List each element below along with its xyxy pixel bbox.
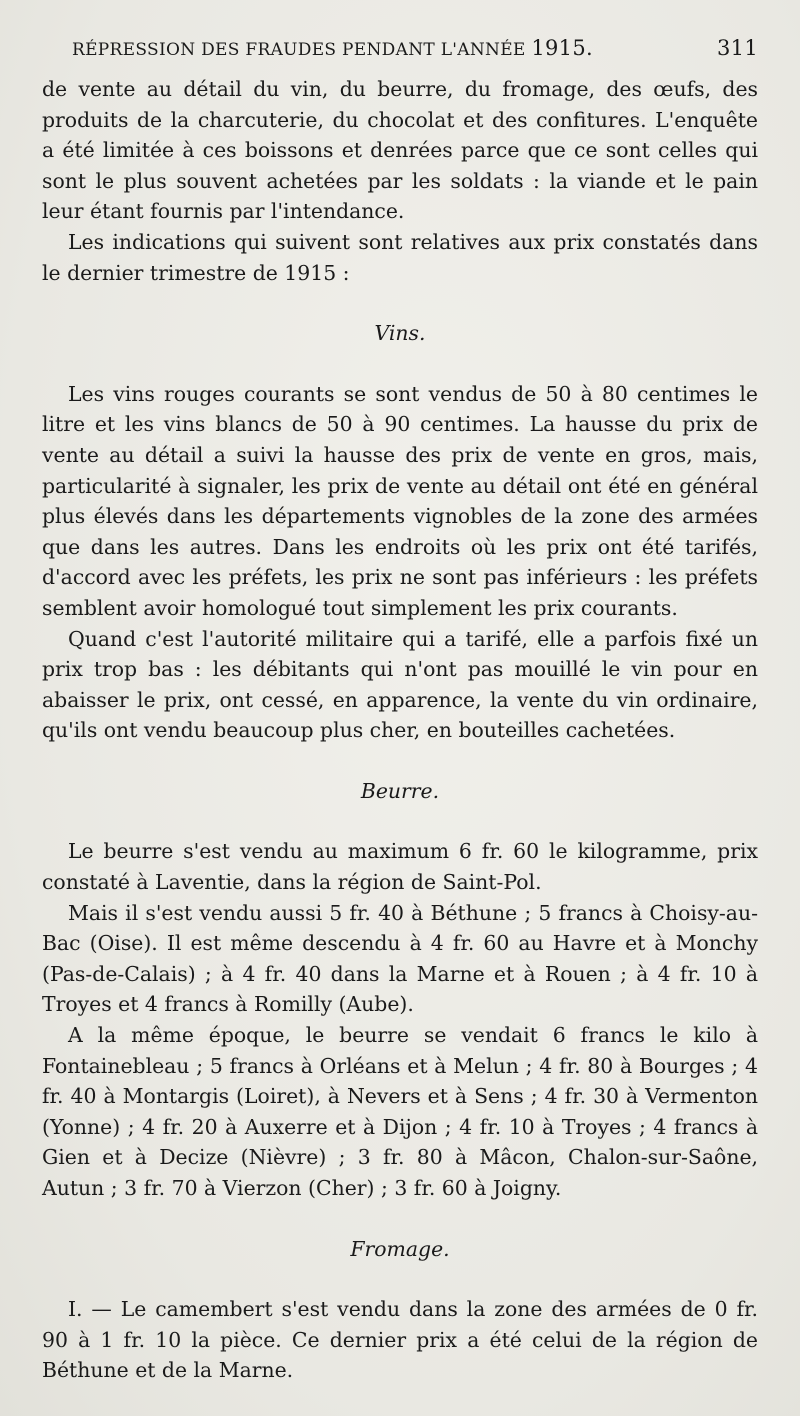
running-head bbox=[72, 36, 758, 60]
paragraph-vins-1: Les vins rouges courants se sont vendus de 50 à 80 centimes le litre et les vins blancs de 50 à 90 centimes. La hausse du prix de vente au détail a suivi la hausse des prix de vente en gros, mais, particularité à signaler, les prix de vente au détail ont été en général plus élevés dans les départements vignobles de la zone des armées que dans les autres. Dans les endroits où les prix ont été tarifés, d'accord avec les préfets, les prix ne sont pas inférieurs : les préfets semblent avoir homologué tout simplement les prix courants. bbox=[42, 381, 758, 620]
paragraph-beurre-1: Le beurre s'est vendu au maximum 6 fr. 60 le kilogramme, prix constaté à Laventie, dans la région de Saint-Pol. bbox=[42, 839, 758, 895]
paragraph-beurre-3: A la même époque, le beurre se vendait 6 francs le kilo à Fontainebleau ; 5 francs à Orléans et à Melun ; 4 fr. 80 à Bourges ; 4 fr. 40 à Montargis (Loiret), à Nevers et à Sens ; 4 fr. 30 à Vermenton (Yonne) ; 4 fr. 20 à Auxerre et à Dijon ; 4 fr. 10 à Troyes ; 4 francs à Gien et à Decize (Nièvre) ; 3 fr. 80 à Mâcon, Chalon-sur-Saône, Autun ; 3 fr. 70 à Vierzon (Cher) ; 3 fr. 60 à Joigny. bbox=[42, 1023, 758, 1200]
paragraph-beurre-2: Mais il s'est vendu aussi 5 fr. 40 à Béthune ; 5 francs à Choisy-au-Bac (Oise). Il est même descendu à 4 fr. 60 au Havre et à Monchy (Pas-de-Calais) ; à 4 fr. 40 dans la Marne et à Rouen ; à 4 fr. 10 à Troyes et 4 francs à Romilly (Aube). bbox=[42, 900, 758, 1017]
section-title-vins: Vins. bbox=[374, 321, 426, 346]
section-title-fromage: Fromage. bbox=[350, 1236, 450, 1261]
page-body bbox=[42, 74, 758, 1386]
paragraph-continuation: de vente au détail du vin, du beurre, du fromage, des œufs, des produits de la charcuterie, du chocolat et des confitures. L'enquête a été limitée à ces boissons et denrées parce que ce sont celles qui sont le plus souvent achetées par les soldats : la viande et le pain leur étant fournis par l'intendance. bbox=[42, 77, 758, 224]
page-number: 311 bbox=[717, 36, 758, 60]
running-title-group bbox=[72, 36, 593, 60]
paragraph-fromage-1: I. — Le camembert s'est vendu dans la zone des armées de 0 fr. 90 à 1 fr. 10 la pièce. Ce dernier prix a été celui de la région de Béthune et de la Marne. bbox=[42, 1297, 758, 1383]
section-title-beurre: Beurre. bbox=[360, 778, 440, 803]
paragraph-intro: Les indications qui suivent sont relatives aux prix constatés dans le dernier trimestre de 1915 : bbox=[42, 229, 758, 285]
running-title: RÉPRESSION DES FRAUDES PENDANT L'ANNÉE bbox=[72, 40, 526, 60]
running-title-year: 1915. bbox=[531, 36, 593, 60]
paragraph-vins-2: Quand c'est l'autorité militaire qui a tarifé, elle a parfois fixé un prix trop bas : les débitants qui n'ont pas mouillé le vin pour en abaisser le prix, ont cessé, en apparence, la vente du vin ordinaire, qu'ils ont vendu beaucoup plus cher, en bouteilles cachetées. bbox=[42, 626, 758, 743]
